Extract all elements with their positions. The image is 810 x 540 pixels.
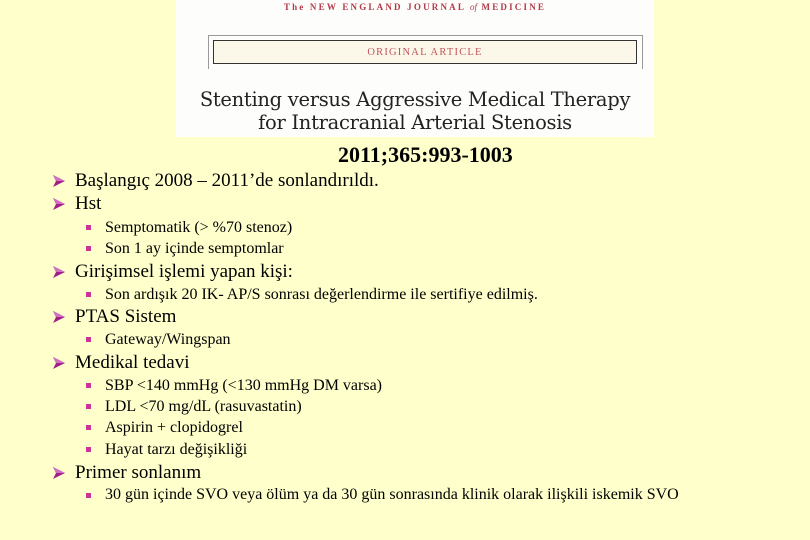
journal-name-part: MEDICINE <box>481 2 547 12</box>
square-bullet-icon <box>86 383 91 388</box>
list-item-text: PTAS Sistem <box>75 306 177 327</box>
arrow-bullet-icon <box>52 197 66 211</box>
sub-list-item-text: Semptomatik (> %70 stenoz) <box>105 219 293 236</box>
article-type-box <box>213 40 637 64</box>
sub-list-item-text: Gateway/Wingspan <box>105 331 231 348</box>
square-bullet-icon <box>86 292 91 297</box>
sub-list-item <box>86 418 243 437</box>
sub-list-item-text: SBP <140 mmHg (<130 mmHg DM varsa) <box>105 377 383 394</box>
list-item <box>52 462 201 484</box>
sub-list-item <box>86 218 292 237</box>
citation: 2011;365:993-1003 <box>338 142 513 167</box>
sub-list-item <box>86 330 231 349</box>
sub-list-item-text: Hayat tarzı değişikliği <box>105 441 248 458</box>
arrow-bullet-icon <box>52 466 66 480</box>
list-item-text: Girişimsel işlemi yapan kişi: <box>75 261 293 282</box>
square-bullet-icon <box>86 404 91 409</box>
square-bullet-icon <box>86 246 91 251</box>
journal-name-of: of <box>470 2 478 12</box>
list-item-text: Medikal tedavi <box>75 352 190 373</box>
arrow-bullet-icon <box>52 265 66 279</box>
article-title-line-2: for Intracranial Arterial Stenosis <box>258 111 572 134</box>
list-item <box>52 261 293 283</box>
square-bullet-icon <box>86 447 91 452</box>
sub-list-item <box>86 376 382 395</box>
article-title <box>176 88 654 134</box>
square-bullet-icon <box>86 493 91 498</box>
sub-list-item <box>86 285 538 304</box>
sub-list-item <box>86 440 247 459</box>
sub-list-item-text: Son ardışık 20 IK- AP/S sonrası değerlendirme ile sertifiye edilmiş. <box>105 286 538 303</box>
list-item <box>52 306 176 328</box>
article-header-image <box>176 0 654 137</box>
journal-name-part: The NEW ENGLAND JOURNAL <box>283 2 466 12</box>
list-item-text: Başlangıç 2008 – 2011’de sonlandırıldı. <box>75 170 379 191</box>
sub-list-item-text: Son 1 ay içinde semptomlar <box>105 240 284 257</box>
list-item <box>52 170 379 192</box>
list-item-text: Hst <box>75 193 102 214</box>
arrow-bullet-icon <box>52 356 66 370</box>
arrow-bullet-icon <box>52 174 66 188</box>
sub-list-item-text: Aspirin + clopidogrel <box>105 419 243 436</box>
square-bullet-icon <box>86 425 91 430</box>
list-item <box>52 352 190 374</box>
square-bullet-icon <box>86 225 91 230</box>
sub-list-item <box>86 239 284 258</box>
square-bullet-icon <box>86 337 91 342</box>
list-item <box>52 193 101 215</box>
sub-list-item <box>86 397 302 416</box>
sub-list-item <box>86 486 679 504</box>
article-title-line-1: Stenting versus Aggressive Medical Therapy <box>199 88 631 111</box>
list-item-text: Primer sonlanım <box>75 462 202 483</box>
arrow-bullet-icon <box>52 310 66 324</box>
sub-list-item-text: LDL <70 mg/dL (rasuvastatin) <box>105 398 302 415</box>
sub-list-item-text: 30 gün içinde SVO veya ölüm ya da 30 gün sonrasında klinik olarak ilişkili iskemik SVO <box>105 486 679 503</box>
journal-name <box>176 2 654 12</box>
article-type-label: ORIGINAL ARTICLE <box>367 46 483 58</box>
